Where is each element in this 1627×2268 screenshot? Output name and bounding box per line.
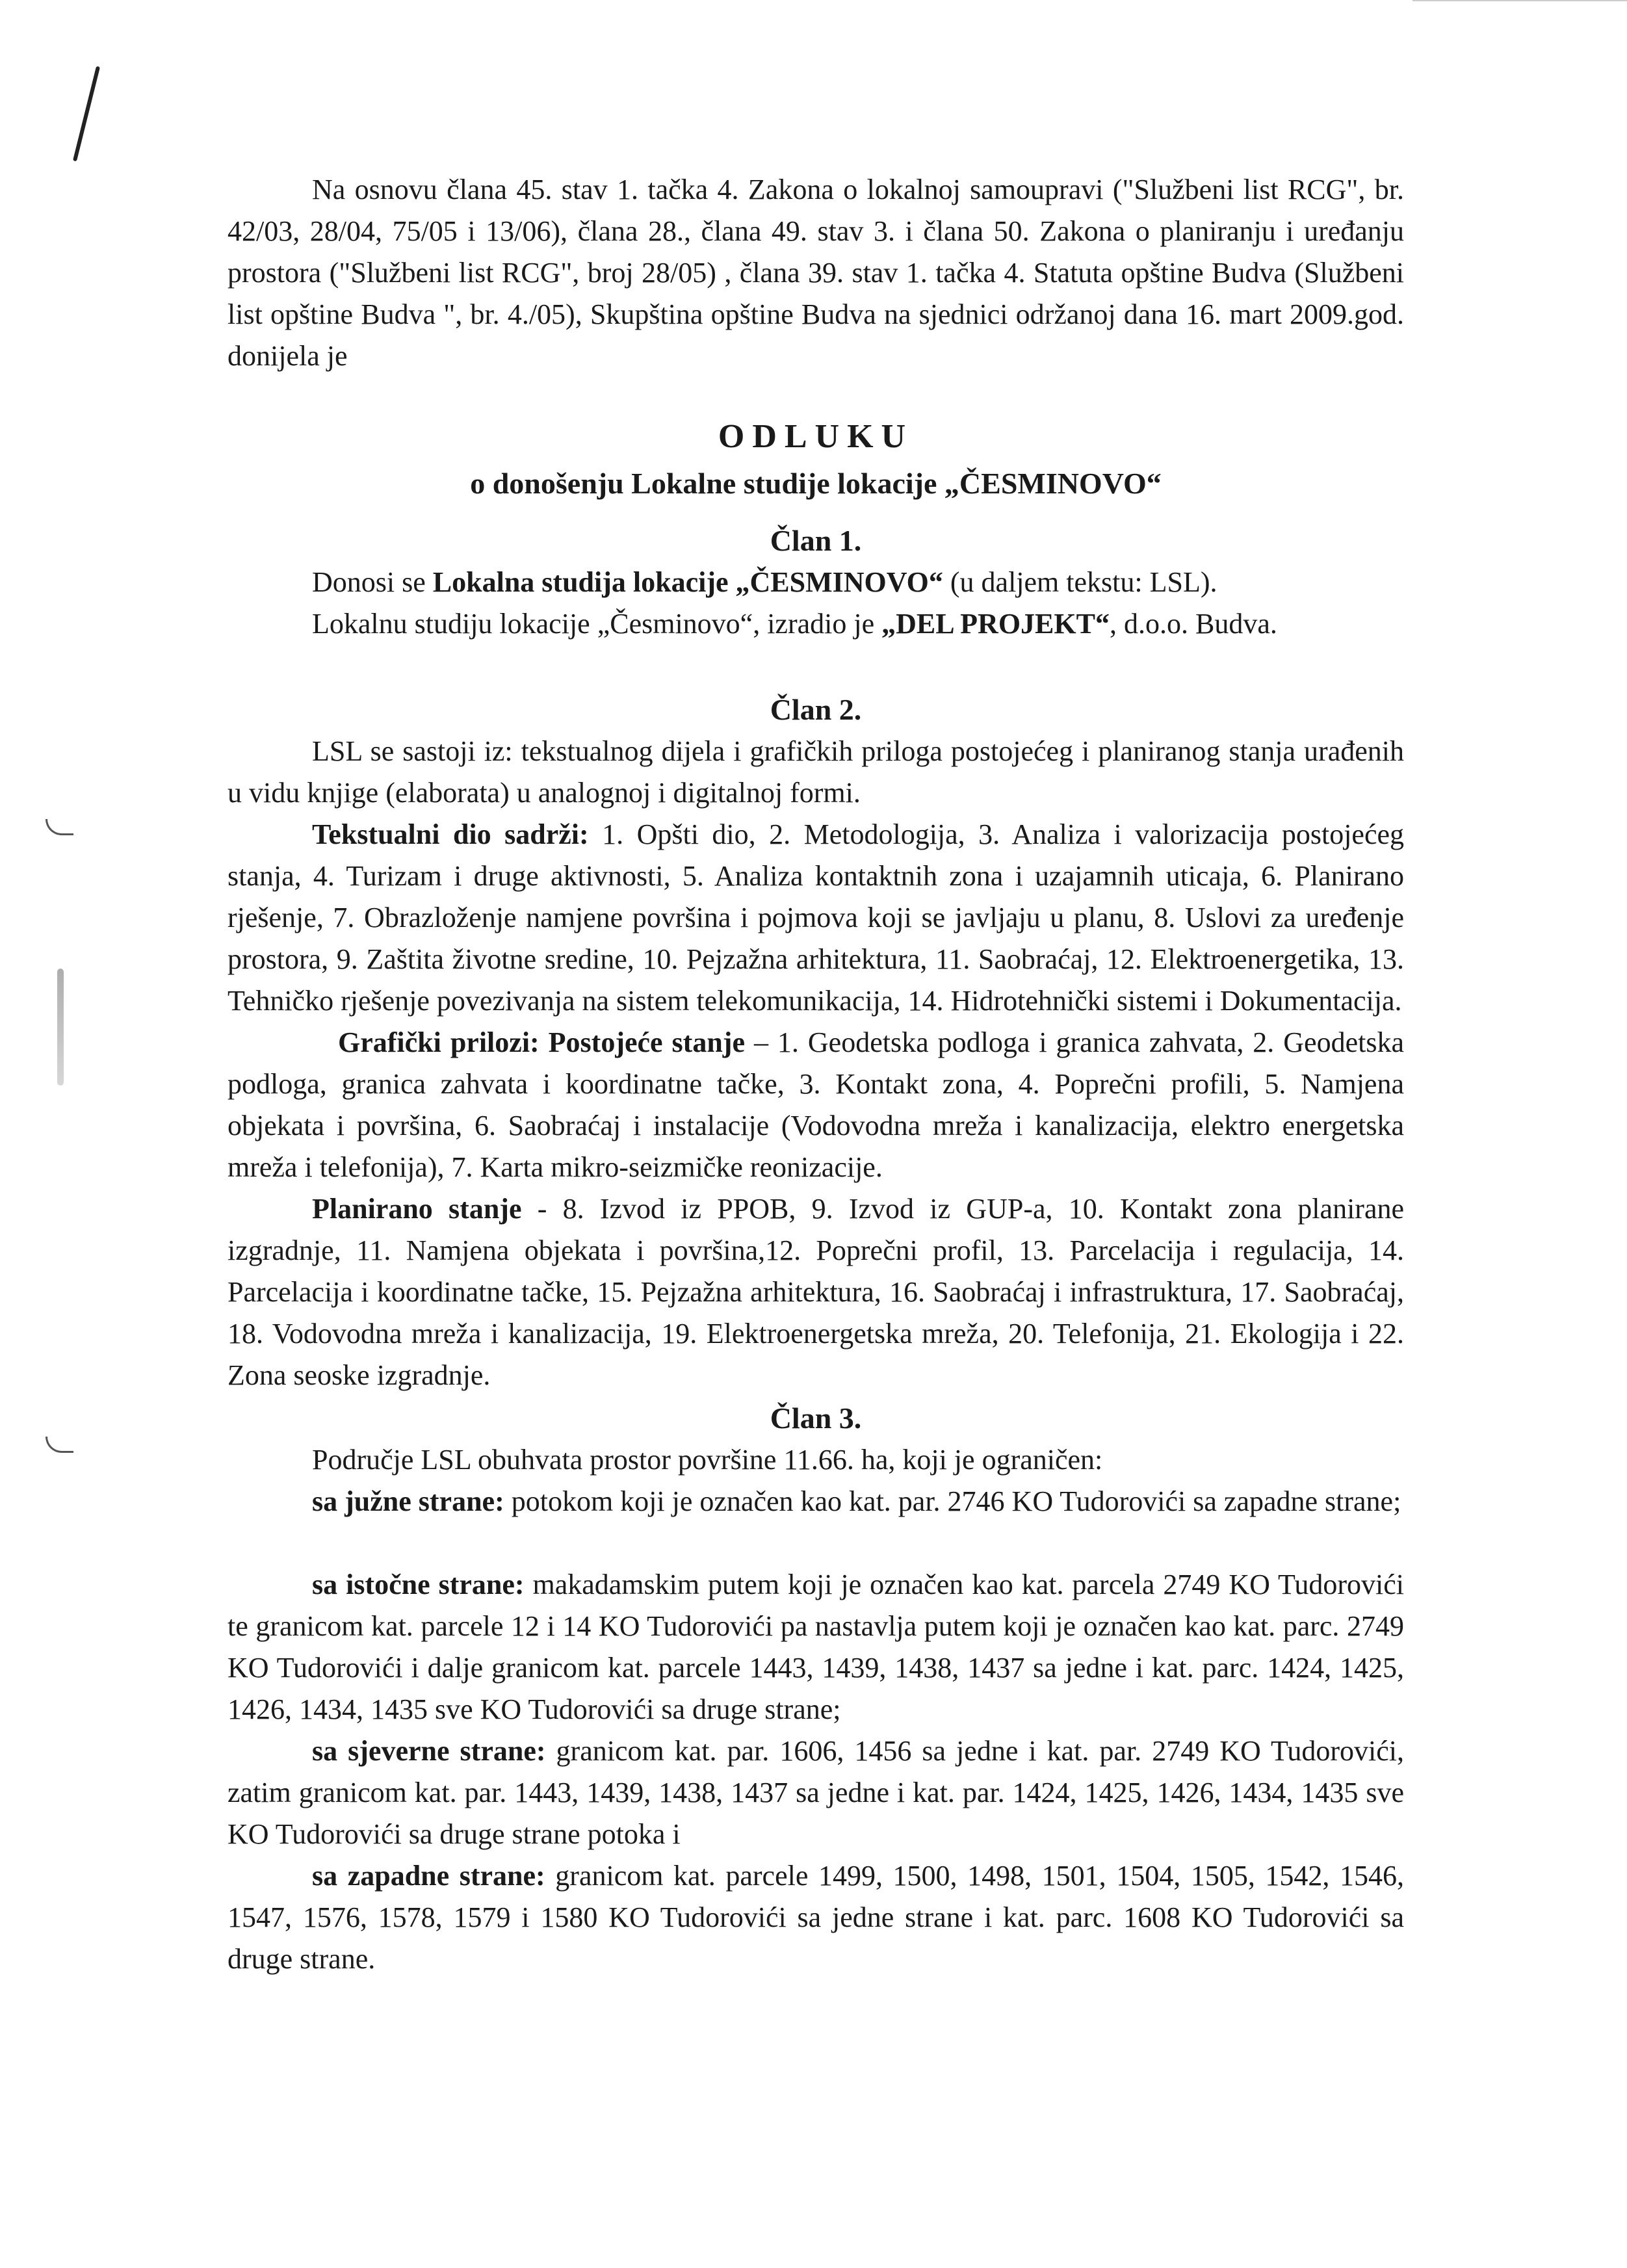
graphic-part-label: Grafički prilozi: Postojeće stanje	[338, 1026, 745, 1058]
clan-1-text: , d.o.o. Budva.	[1109, 608, 1277, 640]
clan-3-south	[228, 1481, 1404, 1522]
text-part-body: 1. Opšti dio, 2. Metodologija, 3. Analiza i valorizacija postojećeg stanja, 4. Turizam i druge aktivnosti, 5. Analiza kontaktnih zona i uzajamnih uticaja, 6. Planirano rješenje, 7. Obrazloženje namjene površina i pojmova koji se javljaju u planu, 8. Uslovi za uređenje prostora, 9. Zaštita životne sredine, 10. Pejzažna arhitektura, 11. Saobraćaj, 12. Elektroenergetika, 13. Tehničko rješenje povezivanja na sistem telekomunikacija, 14. Hidrotehnički sistemi i Dokumentacija.	[228, 818, 1405, 1017]
clan-1-text: (u daljem tekstu: LSL).	[943, 566, 1217, 598]
document-title: ODLUKU	[718, 418, 914, 455]
clan-1-line-2	[228, 603, 1404, 645]
document-subtitle: o donošenju Lokalne studije lokacije „ČESMINOVO“	[470, 467, 1162, 500]
clan-2-text-part	[228, 814, 1404, 1022]
clan-2-graphic-part	[228, 1022, 1404, 1188]
text-part-label: Tekstualni dio sadrži:	[312, 818, 589, 850]
north-boundary-body: granicom kat. par. 1606, 1456 sa jedne i kat. par. 2749 KO Tudorovići, zatim granicom kat. par. 1443, 1439, 1438, 1437 sa jedne i kat. par. 1424, 1425, 1426, 1434, 1435 sve KO Tudorovići sa druge strane potoka i	[228, 1735, 1404, 1850]
planned-part-body: - 8. Izvod iz PPOB, 9. Izvod iz GUP-a, 10. Kontakt zona planirane izgradnje, 11. Namjena objekata i površina,12. Poprečni profil, 13. Parcelacija i regulacija, 14. Parcelacija i koordinatne tačke, 15. Pejzažna arhitektura, 16. Saobraćaj i infrastruktura, 17. Saobraćaj, 18. Vodovodna mreža i kanalizacija, 19. Elektroenergetska mreža, 20. Telefonija, 21. Ekologija i 22. Zona seoske izgradnje.	[228, 1193, 1404, 1391]
north-boundary-label: sa sjeverne strane:	[312, 1735, 546, 1767]
west-boundary-label: sa zapadne strane:	[312, 1860, 545, 1892]
margin-hole-mark	[46, 1437, 73, 1453]
margin-hole-mark	[46, 819, 73, 835]
clan-3-west	[228, 1855, 1404, 1980]
clan-2-heading: Član 2.	[770, 693, 862, 726]
west-boundary-body: granicom kat. parcele 1499, 1500, 1498, 1501, 1504, 1505, 1542, 1546, 1547, 1576, 1578, 1579 i 1580 KO Tudorovići sa jedne strane i kat. parc. 1608 KO Tudorovići sa druge strane.	[228, 1860, 1404, 1975]
graphic-part-body: – 1. Geodetska podloga i granica zahvata, 2. Geodetska podloga, granica zahvata i koordinatne tačke, 3. Kontakt zona, 4. Poprečni profili, 5. Namjena objekata i površina, 6. Saobraćaj i instalacije (Vodovodna mreža i kanalizacija, elektro energetska mreža i telefonija), 7. Karta mikro-seizmičke reonizacije.	[228, 1026, 1404, 1183]
clan-3-intro: Područje LSL obuhvata prostor površine 11.66. ha, koji je ograničen:	[312, 1444, 1103, 1476]
clan-1-heading: Član 1.	[770, 524, 862, 557]
south-boundary-body: potokom koji je označen kao kat. par. 2746 KO Tudorovići sa zapadne strane;	[504, 1485, 1401, 1517]
east-boundary-body: makadamskim putem koji je označen kao kat. parcela 2749 KO Tudorovići te granicom kat. parcele 12 i 14 KO Tudorovići pa nastavlja putem koji je označen kao kat. parc. 2749 KO Tudorovići i dalje granicom kat. parcele 1443, 1439, 1438, 1437 sa jedne i kat. parc. 1424, 1425, 1426, 1434, 1435 sve KO Tudorovići sa druge strane;	[228, 1569, 1404, 1725]
clan-1-study-name: Lokalna studija lokacije „ČESMINOVO“	[432, 566, 943, 598]
clan-3-heading: Član 3.	[770, 1401, 862, 1435]
clan-1-text: Donosi se	[312, 566, 433, 598]
clan-2-intro: LSL se sastoji iz: tekstualnog dijela i grafičkih priloga postojećeg i planiranog stanja urađenih u vidu knjige (elaborata) u analognoj i digitalnoj formi.	[228, 735, 1404, 809]
east-boundary-label: sa istočne strane:	[312, 1569, 525, 1600]
south-boundary-label: sa južne strane:	[312, 1485, 504, 1517]
scan-smudge	[57, 969, 64, 1086]
clan-3-east	[228, 1564, 1404, 1730]
planned-part-label: Planirano stanje	[312, 1193, 522, 1225]
handwritten-slash-mark	[73, 66, 100, 162]
scan-edge-line	[1412, 0, 1627, 1]
clan-3-north	[228, 1730, 1404, 1855]
preamble-paragraph: Na osnovu člana 45. stav 1. tačka 4. Zakona o lokalnoj samoupravi ("Službeni list RCG", br. 42/03, 28/04, 75/05 i 13/06), člana 28., člana 49. stav 3. i člana 50. Zakona o planiranju i uređanju prostora ("Službeni list RCG", broj 28/05) , člana 39. stav 1. tačka 4. Statuta opštine Budva (Službeni list opštine Budva ", br. 4./05), Skupština opštine Budva na sjednici održanoj dana 16. mart 2009.god. donijela je	[228, 174, 1404, 372]
clan-1-text: Lokalnu studiju lokacije „Česminovo“, izradio je	[312, 608, 882, 640]
clan-1-line-1	[228, 562, 1404, 603]
clan-2-planned-part	[228, 1188, 1404, 1396]
clan-1-author-name: „DEL PROJEKT“	[881, 608, 1110, 640]
